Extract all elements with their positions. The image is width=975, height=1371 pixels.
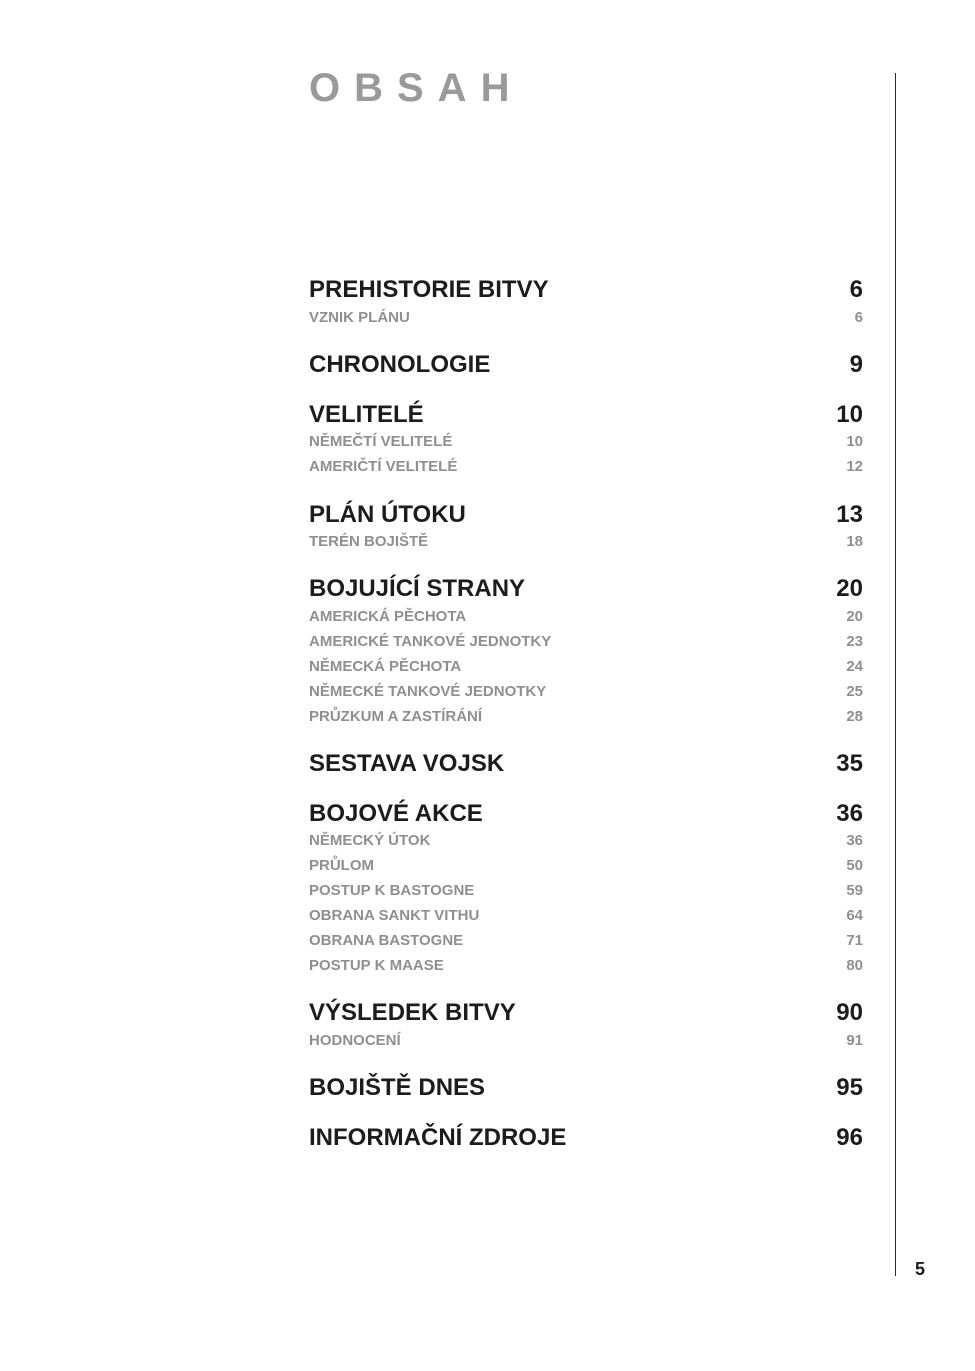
toc-subentry-label: POSTUP K MAASE [309,957,444,974]
toc-entry[interactable] [309,749,863,779]
toc-subentry[interactable] [309,1031,863,1051]
toc-subentry-label: OBRANA SANKT VITHU [309,907,480,924]
toc-subentry-page: 28 [846,708,863,725]
toc-entry-page: 90 [836,999,863,1026]
toc-entry[interactable] [309,500,863,530]
toc-subentry-label: NĚMECKÝ ÚTOK [309,832,431,849]
toc-entry[interactable] [309,574,863,604]
toc-subentry-label: AMERICKÁ PĚCHOTA [309,608,467,625]
toc-subentry-label: VZNIK PLÁNU [309,309,410,326]
toc-subentry-page: 36 [846,832,863,849]
toc-subentry-label: TERÉN BOJIŠTĚ [309,533,429,550]
toc-subentry[interactable] [309,632,863,652]
toc-entry[interactable] [309,1073,863,1103]
toc-subentry-page: 25 [846,683,863,700]
toc-subentry[interactable] [309,657,863,677]
toc-subentry[interactable] [309,682,863,702]
toc-subentry-label: HODNOCENÍ [309,1032,401,1049]
toc-entry-label: PLÁN ÚTOKU [309,501,466,528]
toc-entry-label: SESTAVA VOJSK [309,750,505,777]
toc-subentry[interactable] [309,906,863,926]
toc-subentry-label: AMERIČTÍ VELITELÉ [309,458,458,475]
toc-subentry-label: NĚMECKÁ PĚCHOTA [309,658,462,675]
toc-entry-page: 35 [836,750,863,777]
toc-subentry[interactable] [309,457,863,477]
toc-subentry-page: 50 [846,857,863,874]
toc-entry-page: 9 [849,351,863,378]
toc-subentry-page: 59 [846,882,863,899]
toc-subentry-page: 6 [854,309,863,326]
toc-subentry-page: 64 [846,907,863,924]
toc-subentry-page: 10 [846,433,863,450]
toc-subentry-page: 23 [846,633,863,650]
toc-subentry[interactable] [309,831,863,851]
toc-entry-page: 6 [849,276,863,303]
toc-entry-label: VÝSLEDEK BITVY [309,999,516,1026]
toc-subentry-label: POSTUP K BASTOGNE [309,882,475,899]
toc-subentry-label: PRŮZKUM A ZASTÍRÁNÍ [309,708,483,725]
toc-subentry-page: 71 [846,932,863,949]
toc-entry-label: INFORMAČNÍ ZDROJE [309,1124,567,1151]
toc-subentry-page: 91 [846,1032,863,1049]
toc-subentry-label: PRŮLOM [309,857,374,874]
toc-subentry[interactable] [309,532,863,552]
toc-subentry[interactable] [309,856,863,876]
toc-entry-page: 20 [836,575,863,602]
toc-subentry[interactable] [309,432,863,452]
toc-entry[interactable] [309,275,863,305]
toc-entry[interactable] [309,350,863,380]
toc-entry[interactable] [309,400,863,430]
toc-entry-label: PREHISTORIE BITVY [309,276,549,303]
toc-entry-label: BOJIŠTĚ DNES [309,1074,486,1101]
toc-entry-page: 96 [836,1124,863,1151]
page-title: OBSAH [309,66,524,110]
toc-subentry-page: 20 [846,608,863,625]
toc-entry-page: 95 [836,1074,863,1101]
toc-entry-label: CHRONOLOGIE [309,351,491,378]
toc-subentry-page: 18 [846,533,863,550]
toc-subentry[interactable] [309,308,863,328]
toc-subentry-label: AMERICKÉ TANKOVÉ JEDNOTKY [309,633,552,650]
toc-entry-page: 36 [836,800,863,827]
toc-entry-label: VELITELÉ [309,401,424,428]
toc-subentry[interactable] [309,607,863,627]
toc-entry-label: BOJOVÉ AKCE [309,800,483,827]
toc-subentry-page: 80 [846,957,863,974]
toc-subentry[interactable] [309,707,863,727]
toc-subentry-label: NĚMEČTÍ VELITELÉ [309,433,453,450]
toc-subentry-label: NĚMECKÉ TANKOVÉ JEDNOTKY [309,683,547,700]
page-number: 5 [914,1259,925,1279]
toc-subentry[interactable] [309,956,863,976]
toc-subentry[interactable] [309,881,863,901]
toc-entry-label: BOJUJÍCÍ STRANY [309,575,526,602]
toc-entry[interactable] [309,799,863,829]
toc-subentry-label: OBRANA BASTOGNE [309,932,464,949]
toc-entry-page: 10 [836,401,863,428]
toc-entry-page: 13 [836,501,863,528]
toc-entry[interactable] [309,1123,863,1153]
toc-entry[interactable] [309,998,863,1028]
toc-subentry[interactable] [309,931,863,951]
toc-subentry-page: 12 [846,458,863,475]
toc-subentry-page: 24 [846,658,863,675]
